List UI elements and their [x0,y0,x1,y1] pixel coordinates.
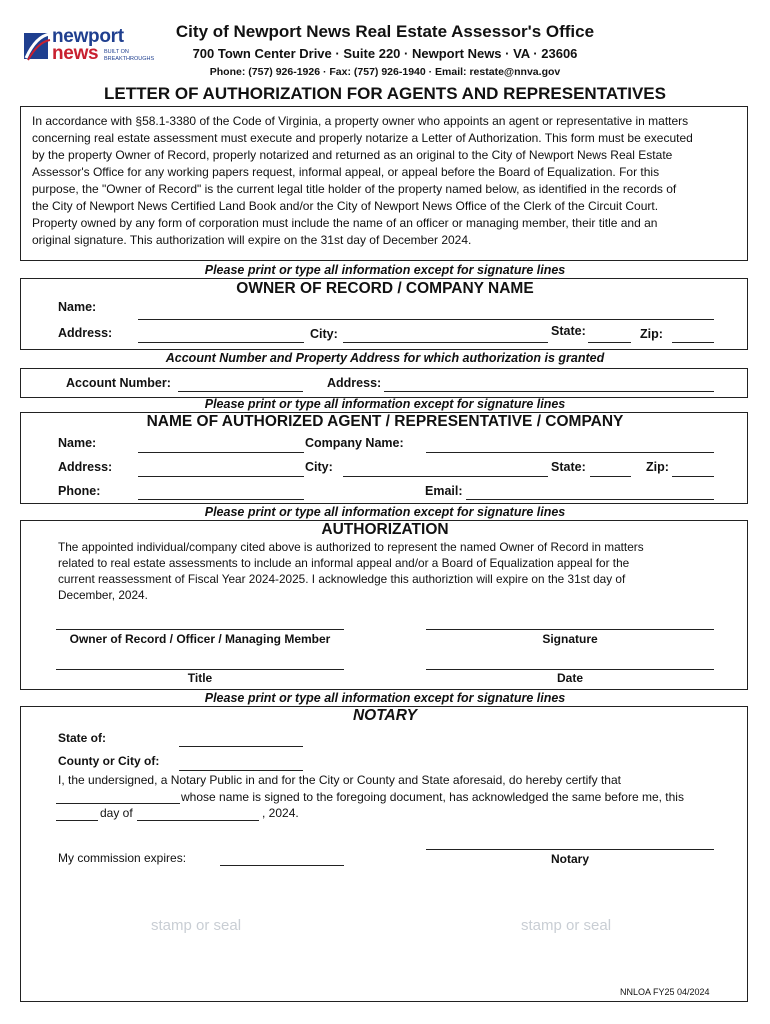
notary-county-field[interactable] [179,770,303,771]
notary-signature-label: Notary [550,852,589,866]
logo-tagline-2: BREAKTHROUGHS [104,56,155,62]
owner-city-label: City: [310,327,338,341]
signature-label: Signature [542,632,598,646]
owner-state-field[interactable] [588,342,631,343]
stamp-seal-placeholder: stamp or seal [521,917,612,934]
signature-field[interactable] [426,629,714,630]
notary-heading: NOTARY [352,707,417,724]
city-logo [22,26,162,66]
owner-signature-name-field[interactable] [56,629,344,630]
agent-state-field[interactable] [590,476,631,477]
stamp-seal-placeholder: stamp or seal [151,917,242,934]
owner-city-field[interactable] [343,342,548,343]
notary-day-field[interactable] [56,820,98,821]
notary-certify-text: I, the undersigned, a Notary Public in and for the City or County and State aforesaid, do hereby certify that [58,773,621,787]
notary-state-field[interactable] [179,746,303,747]
agent-phone-field[interactable] [138,499,304,500]
swoosh-icon [22,30,52,64]
authorization-text [58,539,738,603]
intro-line: Property owned by any form of corporation must include the name of an officer or managing member, their title and an [32,216,658,230]
form-id: NNLOA FY25 04/2024 [620,987,710,997]
intro-line: the City of Newport News Certified Land Book and/or the City of Newport News Office of the Clerk of the Circuit Court. [32,199,659,213]
logo-tagline-1: BUILT ON [104,49,129,55]
intro-line: purpose, the "Owner of Record" is the current legal title holder of the property named below, as identified in the records of [32,182,677,196]
intro-line: In accordance with §58.1-3380 of the Code of Virginia, a property owner who appoints an agent or representative in matters [32,114,689,128]
authorization-heading: AUTHORIZATION [321,521,449,538]
logo-text-newport: newport [52,26,124,47]
agent-name-field[interactable] [138,452,304,453]
owner-officer-label: Owner of Record / Officer / Managing Member [69,632,331,646]
account-number-label: Account Number: [66,376,171,390]
owner-zip-field[interactable] [672,342,714,343]
agent-email-label: Email: [425,484,463,498]
authorization-line: related to real estate assessments to include an informal appeal and/or a Board of Equalization appeal for the [58,556,630,570]
agent-heading: NAME OF AUTHORIZED AGENT / REPRESENTATIVE / COMPANY [146,413,624,430]
owner-address-label: Address: [58,326,113,340]
intro-line: Assessor's Office for any working papers request, informal appeal, or appeal before the Board of Equalization. For this [32,165,660,179]
agent-company-field[interactable] [426,452,714,453]
print-note: Please print or type all information except for signature lines [204,263,566,277]
form-title: LETTER OF AUTHORIZATION FOR AGENTS AND REPRESENTATIVES [104,84,666,103]
authorization-line: The appointed individual/company cited above is authorized to represent the named Owner of Record in matters [58,540,644,554]
property-address-label: Address: [327,376,382,390]
owner-address-field[interactable] [138,342,304,343]
owner-state-label: State: [551,324,586,338]
agent-zip-label: Zip: [646,460,669,474]
agent-state-label: State: [551,460,586,474]
agent-city-field[interactable] [343,476,548,477]
notary-month-field[interactable] [137,820,259,821]
authorization-line: December, 2024. [58,588,148,602]
agent-phone-label: Phone: [58,484,101,498]
commission-label: My commission expires: [58,851,187,865]
notary-signature-field[interactable] [426,849,714,850]
owner-heading: OWNER OF RECORD / COMPANY NAME [236,280,534,297]
authorization-line: current reassessment of Fiscal Year 2024-2025. I acknowledge this authoriztion will expire on the 31st day of [58,572,626,586]
intro-line: original signature. This authorization will expire on the 31st day of December 2024. [32,233,472,247]
agent-city-label: City: [305,460,333,474]
office-contact: Phone: (757) 926-1926 · Fax: (757) 926-1940 · Email: restate@nnva.gov [209,66,561,78]
date-field[interactable] [426,669,714,670]
account-note: Account Number and Property Address for which authorization is granted [165,351,605,365]
title-field[interactable] [56,669,344,670]
print-note: Please print or type all information except for signature lines [204,691,566,705]
agent-email-field[interactable] [466,499,714,500]
owner-zip-label: Zip: [640,327,663,341]
intro-line: concerning real estate assessment must execute and properly notarize a Letter of Authorization. This form must be executed [32,131,693,145]
notary-county-label: County or City of: [58,754,160,768]
date-label: Date [556,671,583,685]
title-label: Title [187,671,213,685]
logo-text-news: news [52,43,99,64]
intro-line: by the property Owner of Record, properly notarized and returned as an original to the City of Newport News Real Estate [32,148,673,162]
agent-name-label: Name: [58,436,97,450]
owner-name-field[interactable] [138,319,714,320]
owner-name-label: Name: [58,300,97,314]
property-address-field[interactable] [384,391,714,392]
commission-date-field[interactable] [220,865,344,866]
intro-text [32,113,742,249]
agent-address-field[interactable] [138,476,304,477]
notary-acknowledge-text: whose name is signed to the foregoing document, has acknowledged the same before me, this [181,790,684,804]
notary-state-label: State of: [58,731,106,745]
notary-day-of-text: day of [100,806,133,820]
print-note: Please print or type all information except for signature lines [204,397,566,411]
office-name: City of Newport News Real Estate Assessor's Office [175,22,595,41]
notary-person-field[interactable] [56,803,180,804]
agent-company-label: Company Name: [305,436,404,450]
account-number-field[interactable] [178,391,303,392]
notary-year-text: , 2024. [262,806,299,820]
print-note: Please print or type all information except for signature lines [204,505,566,519]
office-address: 700 Town Center Drive · Suite 220 · Newport News · VA · 23606 [192,46,578,61]
agent-zip-field[interactable] [672,476,714,477]
agent-address-label: Address: [58,460,113,474]
